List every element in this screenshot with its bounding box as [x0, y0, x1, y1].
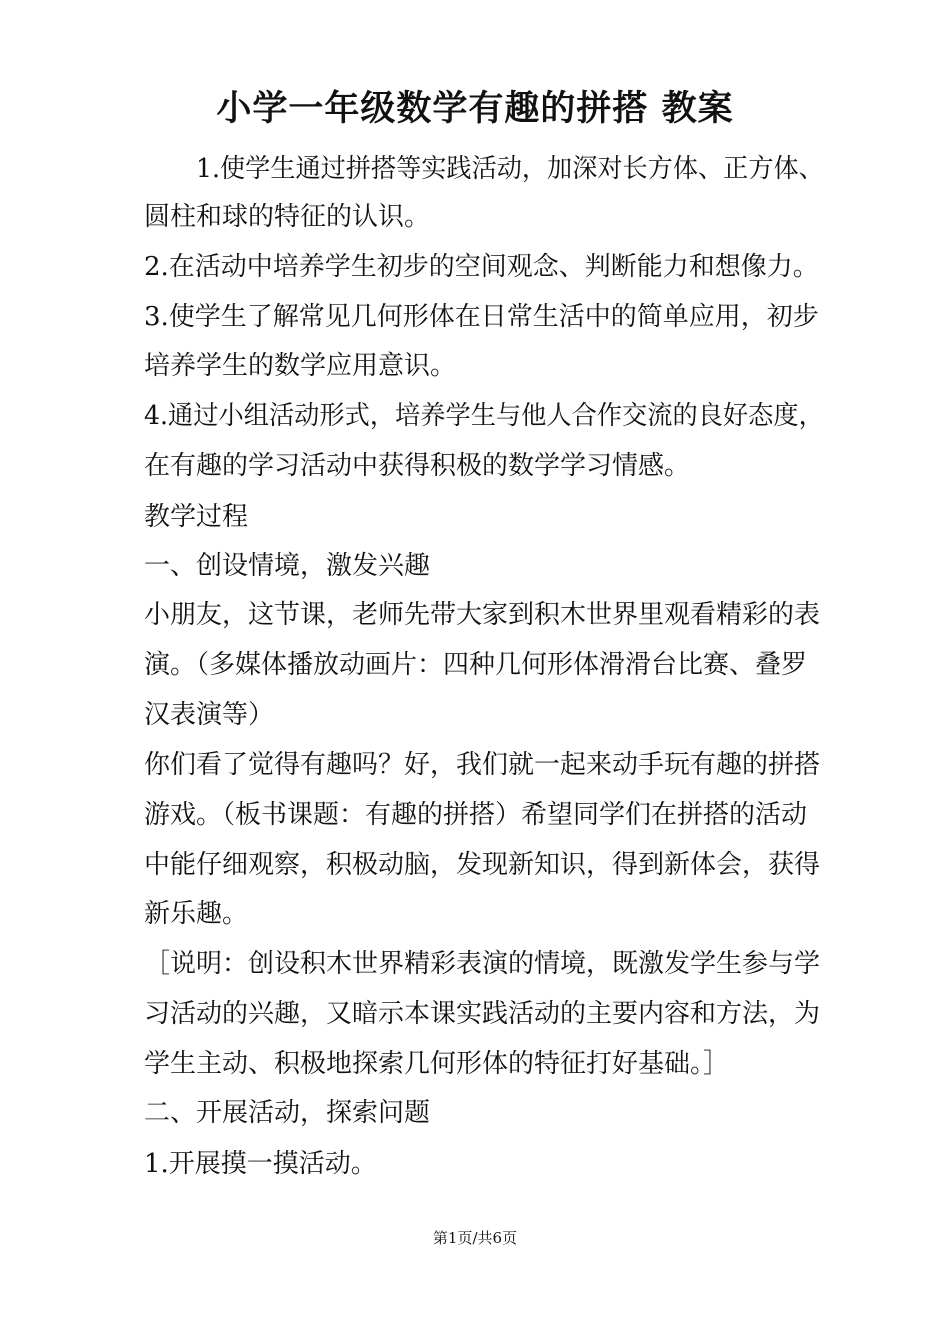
text-line: 游戏。（板书课题：有趣的拼搭）希望同学们在拼搭的活动: [144, 800, 808, 830]
text-line: 演。（多媒体播放动画片：四种几何形体滑滑台比赛、叠罗: [144, 650, 808, 680]
text-line: 汉表演等）: [144, 700, 275, 730]
document-title: 小学一年级数学有趣的拼搭 教案: [216, 88, 734, 129]
page-footer: 第1页/共6页: [432, 1229, 518, 1247]
text-line: 在有趣的学习活动中获得积极的数学学习情感。: [144, 451, 691, 481]
text-line: 1.开展摸一摸活动。: [144, 1149, 377, 1179]
text-line: 你们看了觉得有趣吗？好，我们就一起来动手玩有趣的拼搭: [144, 750, 821, 780]
text-line: 4.通过小组活动形式，培养学生与他人合作交流的良好态度，: [144, 401, 824, 431]
note-line: 习活动的兴趣，又暗示本课实践活动的主要内容和方法，为: [144, 999, 821, 1029]
section-heading: 二、开展活动，探索问题: [144, 1098, 431, 1128]
section-heading: 一、创设情境，激发兴趣: [144, 551, 431, 581]
text-line: 1.使学生通过拼搭等实践活动，加深对长方体、正方体、: [196, 154, 824, 184]
text-line: 新乐趣。: [144, 899, 249, 929]
text-line: 小朋友，这节课，老师先带大家到积木世界里观看精彩的表: [144, 600, 821, 630]
text-line: 2.在活动中培养学生初步的空间观念、判断能力和想像力。: [144, 252, 819, 282]
note-line: 学生主动、积极地探索几何形体的特征打好基础。］: [144, 1049, 730, 1079]
text-line: 中能仔细观察，积极动脑，发现新知识，得到新体会，获得: [144, 850, 821, 880]
text-line: 圆柱和球的特征的认识。: [144, 202, 431, 232]
note-line: ［说明：创设积木世界精彩表演的情境，既激发学生参与学: [144, 949, 821, 979]
section-heading: 教学过程: [144, 502, 249, 532]
text-line: 培养学生的数学应用意识。: [144, 351, 457, 381]
text-line: 3.使学生了解常见几何形体在日常生活中的简单应用，初步: [144, 302, 819, 332]
